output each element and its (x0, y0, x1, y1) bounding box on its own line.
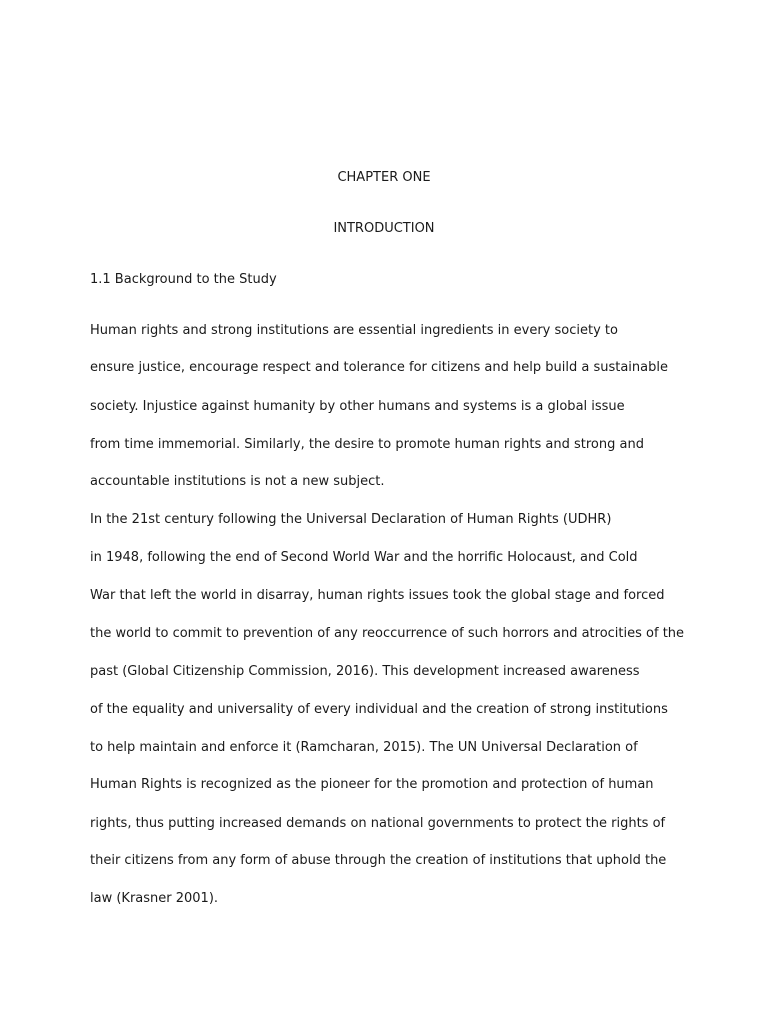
body-line: the world to commit to prevention of any reoccurrence of such horrors and atrocities of the (90, 626, 685, 641)
body-line: law (Krasner 2001). (90, 891, 219, 906)
body-line: from time immemorial. Similarly, the desire to promote human rights and strong and (90, 437, 644, 452)
body-line: In the 21st century following the Universal Declaration of Human Rights (UDHR) (90, 512, 612, 527)
body-line: Human Rights is recognized as the pioneer for the promotion and protection of human (90, 777, 654, 792)
body-line: accountable institutions is not a new subject. (90, 474, 385, 489)
body-line: rights, thus putting increased demands on national governments to protect the rights of (90, 816, 666, 831)
chapter-title: INTRODUCTION (333, 221, 435, 236)
body-line: in 1948, following the end of Second World War and the horrific Holocaust, and Cold (90, 550, 638, 565)
body-line: of the equality and universality of every individual and the creation of strong institutions (90, 702, 668, 717)
body-line: past (Global Citizenship Commission, 2016). This development increased awareness (90, 664, 640, 679)
body-line: their citizens from any form of abuse through the creation of institutions that uphold the (90, 853, 667, 868)
body-line: Human rights and strong institutions are essential ingredients in every society to (90, 323, 618, 338)
body-line: to help maintain and enforce it (Ramcharan, 2015). The UN Universal Declaration of (90, 740, 638, 755)
section-heading: 1.1 Background to the Study (90, 272, 277, 287)
body-line: ensure justice, encourage respect and tolerance for citizens and help build a sustainable (90, 360, 668, 375)
body-line: society. Injustice against humanity by other humans and systems is a global issue (90, 399, 625, 414)
chapter-label: CHAPTER ONE (337, 170, 431, 185)
body-line: War that left the world in disarray, human rights issues took the global stage and forced (90, 588, 665, 603)
